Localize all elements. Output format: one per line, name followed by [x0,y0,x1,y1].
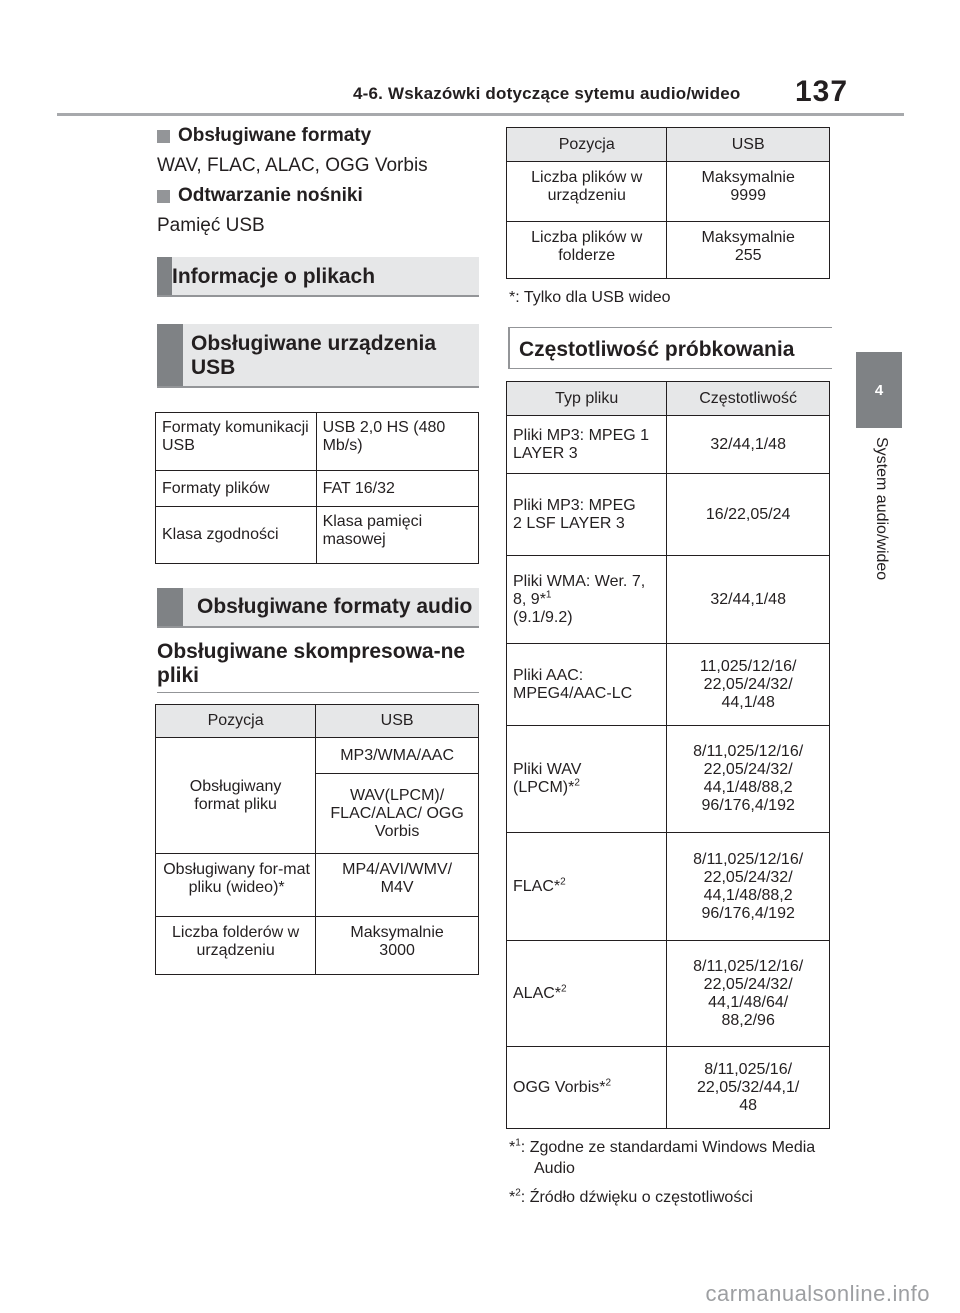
footnote-mark: * [509,1189,516,1206]
frequency: 16/22,05/24 [667,474,830,556]
column-header: Pozycja [507,128,667,162]
footnote-mark: 2 [561,983,567,995]
subsection-sampling [508,327,832,369]
chapter-number: 4 [874,381,884,399]
files-label: Liczba plików w folderze [507,222,667,279]
section-usb-devices-title: Obsługiwane urządzenia USB [191,332,437,379]
file-type-text: OGG Vorbis* [513,1078,606,1096]
format-value: MP3/WMA/AAC [316,738,479,774]
folders-value: Maksymalnie 3000 [316,917,479,975]
section-bar [157,257,172,295]
file-type [507,941,667,1047]
frequency: 8/11,025/12/16/ 22,05/24/32/ 44,1/48/64/ 88,2/96 [667,941,830,1047]
formats-heading-text: Obsługiwane formaty [178,125,372,146]
file-type-tail: (9.1/9.2) [513,608,573,626]
section-audio-formats [157,588,479,628]
format-value: WAV(LPCM)/ FLAC/ALAC/ OGG Vorbis [316,774,479,854]
file-type: Pliki MP3: MPEG 1 LAYER 3 [507,416,667,474]
frequency: 8/11,025/16/ 22,05/32/44,1/ 48 [667,1047,830,1129]
file-type-text: ALAC* [513,984,562,1002]
files-table-note: *: Tylko dla USB wideo [509,289,671,306]
files-value: Maksymalnie 9999 [667,162,830,222]
files-value: Maksymalnie 255 [667,222,830,279]
file-type [507,833,667,941]
frequency: 32/44,1/48 [667,556,830,644]
square-bullet-icon [157,130,170,143]
footnote-mark: 2 [574,777,580,789]
watermark: carmanualsonline.info [705,1281,930,1306]
usb-table [155,412,479,564]
file-type-text: FLAC* [513,877,561,895]
column-header: Częstotliwość [667,382,830,416]
subsection-compressed [157,640,479,693]
usb-row-label: Formaty plików [156,471,317,507]
video-format-label: Obsługiwany for-mat pliku (wideo)* [156,854,316,917]
usb-row-value: Klasa pamięci masowej [316,507,478,564]
chapter-tab [856,352,902,428]
column-header: Pozycja [156,705,316,738]
column-header: USB [667,128,830,162]
frequency: 32/44,1/48 [667,416,830,474]
frequency: 8/11,025/12/16/ 22,05/24/32/ 44,1/48/88,2 96/176,4/192 [667,833,830,941]
frequency: 11,025/12/16/ 22,05/24/32/ 44,1/48 [667,644,830,726]
file-type [507,556,667,644]
subsection-sampling-title: Częstotliwość próbkowania [519,338,795,361]
footnote-mark: 2 [605,1077,612,1089]
formats-text: WAV, FLAC, ALAC, OGG Vorbis [157,155,428,176]
usb-row-value: FAT 16/32 [316,471,478,507]
footnote-number: 1 [515,1137,521,1149]
section-file-info-title: Informacje o plikach [172,265,376,288]
formats-heading [157,125,371,147]
files-label: Liczba plików w urządzeniu [507,162,667,222]
footnote-1 [509,1137,844,1179]
file-type [507,1047,667,1129]
compressed-table [155,704,479,975]
page-number: 137 [795,75,849,108]
section-audio-formats-title: Obsługiwane formaty audio [197,595,473,618]
file-type-text: Pliki WMA: Wer. 7, 8, 9* [513,572,646,608]
sampling-table [506,381,830,1129]
media-text: Pamięć USB [157,215,265,236]
subsection-compressed-title: Obsługiwane skompresowa-ne pliki [157,640,466,687]
section-title: 4-6. Wskazówki dotyczące sytemu audio/wideo [353,84,741,103]
footnote-mark: * [509,1139,516,1156]
file-type: Pliki AAC: MPEG4/AAC-LC [507,644,667,726]
usb-row-label: Formaty komunikacji USB [156,413,317,471]
section-file-info [157,257,479,297]
section-bar [508,328,510,368]
files-table [506,127,830,279]
column-header: Typ pliku [507,382,667,416]
file-type: Pliki MP3: MPEG 2 LSF LAYER 3 [507,474,667,556]
square-bullet-icon [157,190,170,203]
section-bar [157,588,183,626]
usb-row-value: USB 2,0 HS (480 Mb/s) [316,413,478,471]
footnote-mark: 1 [545,589,552,601]
footnote-text: : Źródło dźwięku o częstotliwości [520,1189,753,1206]
usb-row-label: Klasa zgodności [156,507,317,564]
frequency: 8/11,025/12/16/ 22,05/24/32/ 44,1/48/88,2 96/176,4/192 [667,726,830,833]
column-header: USB [316,705,479,738]
chapter-label: System audio/wideo [873,437,890,581]
format-label: Obsługiwany format pliku [156,738,316,854]
footnote-number: 2 [515,1187,521,1199]
media-heading [157,185,363,207]
footnote-2 [509,1187,819,1208]
media-heading-text: Odtwarzanie nośniki [178,185,363,206]
footnote-text: : Zgodne ze standardami Windows Media Audio [520,1139,816,1177]
section-bar [157,324,183,386]
file-type [507,726,667,833]
folders-label: Liczba folderów w urządzeniu [156,917,316,975]
video-format-value: MP4/AVI/WMV/ M4V [316,854,479,917]
file-type-text: Pliki WAV (LPCM)* [513,761,582,796]
section-usb-devices [157,324,479,388]
header-rule [57,113,904,116]
footnote-mark: 2 [560,876,566,888]
